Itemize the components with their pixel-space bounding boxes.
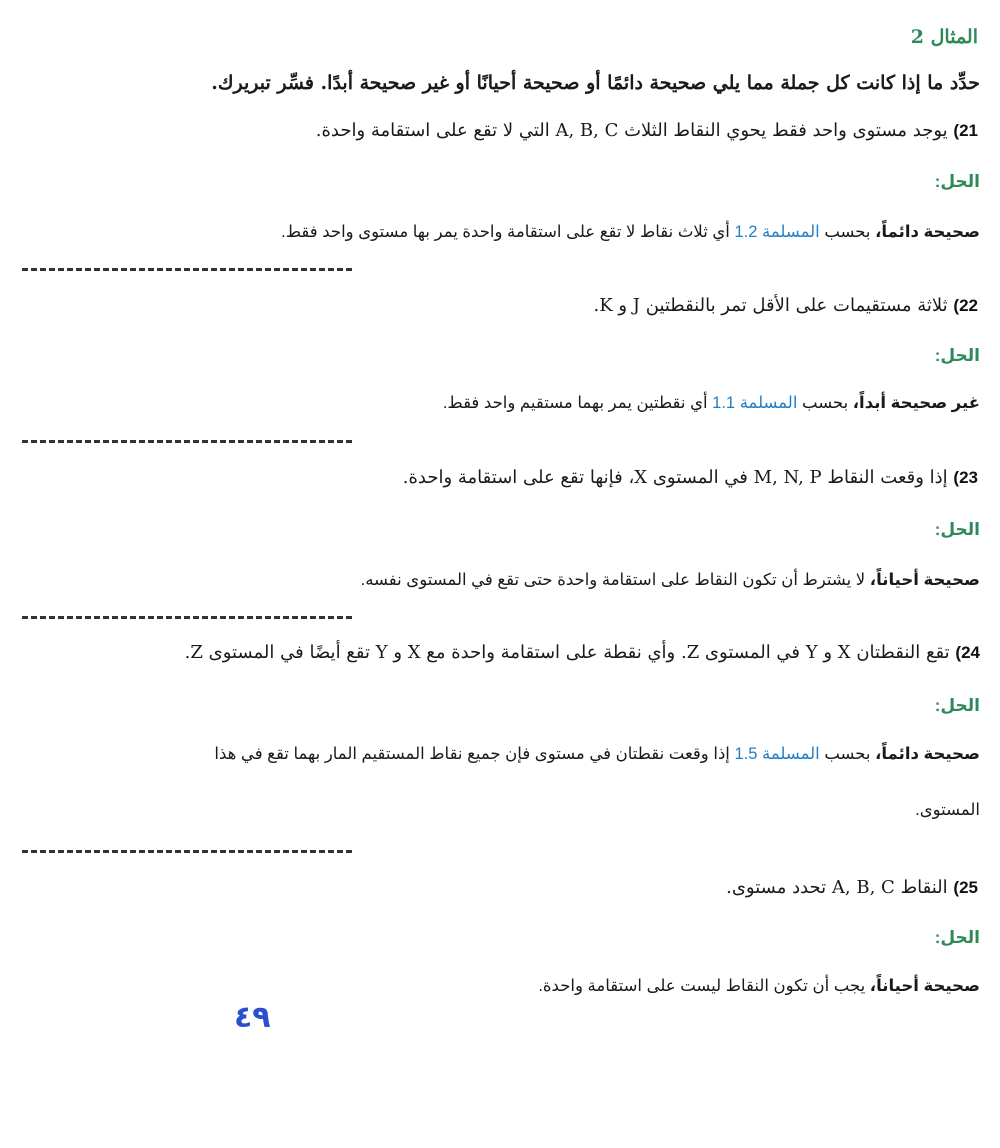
axiom-ref-word: المسلمة bbox=[739, 394, 798, 412]
question-number: 21) bbox=[953, 121, 978, 140]
solution-label: الحل: bbox=[934, 346, 980, 365]
answer-pre: بحسب bbox=[802, 394, 849, 412]
answer-body: إذا وقعت نقطتان في مستوى فإن جميع نقاط المستقيم المار بهما تقع في هذا bbox=[214, 745, 730, 763]
answer-pre: بحسب bbox=[824, 745, 871, 763]
question-text: النقاط A, B, C تحدد مستوى. bbox=[726, 877, 948, 898]
axiom-ref-word: المسلمة bbox=[762, 745, 820, 763]
dashed-separator bbox=[22, 268, 352, 271]
answer-body: لا يشترط أن تكون النقاط على استقامة واحدة حتى تقع في المستوى نفسه. bbox=[360, 571, 866, 589]
question-24 bbox=[185, 642, 980, 663]
answer-body: أي نقطتين يمر بهما مستقيم واحد فقط. bbox=[442, 394, 708, 412]
axiom-ref-number: 1.2 bbox=[734, 223, 758, 241]
question-number: 25) bbox=[953, 878, 978, 897]
question-number: 24) bbox=[955, 643, 980, 662]
answer-verdict: صحيحة دائماً، bbox=[875, 745, 980, 763]
instruction-text: حدِّد ما إذا كانت كل جملة مما يلي صحيحة دائمًا أو صحيحة أحيانًا أو غير صحيحة أبدًا. فسِّر تبريرك. bbox=[211, 72, 980, 94]
question-23 bbox=[403, 467, 978, 488]
question-text: يوجد مستوى واحد فقط يحوي النقاط الثلاث A, B, C التي لا تقع على استقامة واحدة. bbox=[315, 120, 948, 141]
question-22 bbox=[593, 295, 978, 316]
question-21 bbox=[316, 120, 978, 141]
answer-24 bbox=[214, 744, 980, 764]
answer-21 bbox=[281, 222, 980, 242]
question-25 bbox=[726, 877, 978, 898]
dashed-separator bbox=[22, 850, 352, 853]
answer-body: أي ثلاث نقاط لا تقع على استقامة واحدة يمر بها مستوى واحد فقط. bbox=[281, 223, 730, 241]
question-text: تقع النقطتان X و Y في المستوى Z. وأي نقطة على استقامة واحدة مع X و Y تقع أيضًا في المستوى Z. bbox=[184, 642, 950, 663]
page-number: ٤٩ bbox=[234, 1001, 271, 1034]
axiom-ref-word: المسلمة bbox=[762, 223, 820, 241]
answer-23 bbox=[361, 570, 980, 590]
solution-label: الحل: bbox=[934, 696, 980, 715]
question-number: 22) bbox=[953, 296, 978, 315]
question-text: إذا وقعت النقاط M, N, P في المستوى X، فإنها تقع على استقامة واحدة. bbox=[402, 467, 948, 488]
answer-verdict: صحيحة أحياناً، bbox=[869, 571, 980, 589]
answer-verdict: صحيحة أحياناً، bbox=[869, 977, 980, 995]
example-title: المثال 2 bbox=[910, 26, 978, 48]
answer-25 bbox=[538, 976, 980, 996]
dashed-separator bbox=[22, 616, 352, 619]
question-text: ثلاثة مستقيمات على الأقل تمر بالنقطتين J و K. bbox=[593, 295, 948, 316]
answer-verdict: غير صحيحة أبداً، bbox=[852, 394, 980, 412]
answer-pre: بحسب bbox=[824, 223, 871, 241]
axiom-ref-number: 1.5 bbox=[734, 745, 758, 763]
axiom-ref-number: 1.1 bbox=[712, 394, 736, 412]
solution-label: الحل: bbox=[934, 928, 980, 947]
dashed-separator bbox=[22, 440, 352, 443]
answer-22 bbox=[443, 393, 980, 413]
answer-verdict: صحيحة دائماً، bbox=[875, 223, 980, 241]
solution-label: الحل: bbox=[934, 172, 980, 191]
answer-24-continuation: المستوى. bbox=[915, 801, 980, 819]
solution-label: الحل: bbox=[934, 520, 980, 539]
question-number: 23) bbox=[953, 468, 978, 487]
answer-body: يجب أن تكون النقاط ليست على استقامة واحدة. bbox=[538, 977, 866, 995]
